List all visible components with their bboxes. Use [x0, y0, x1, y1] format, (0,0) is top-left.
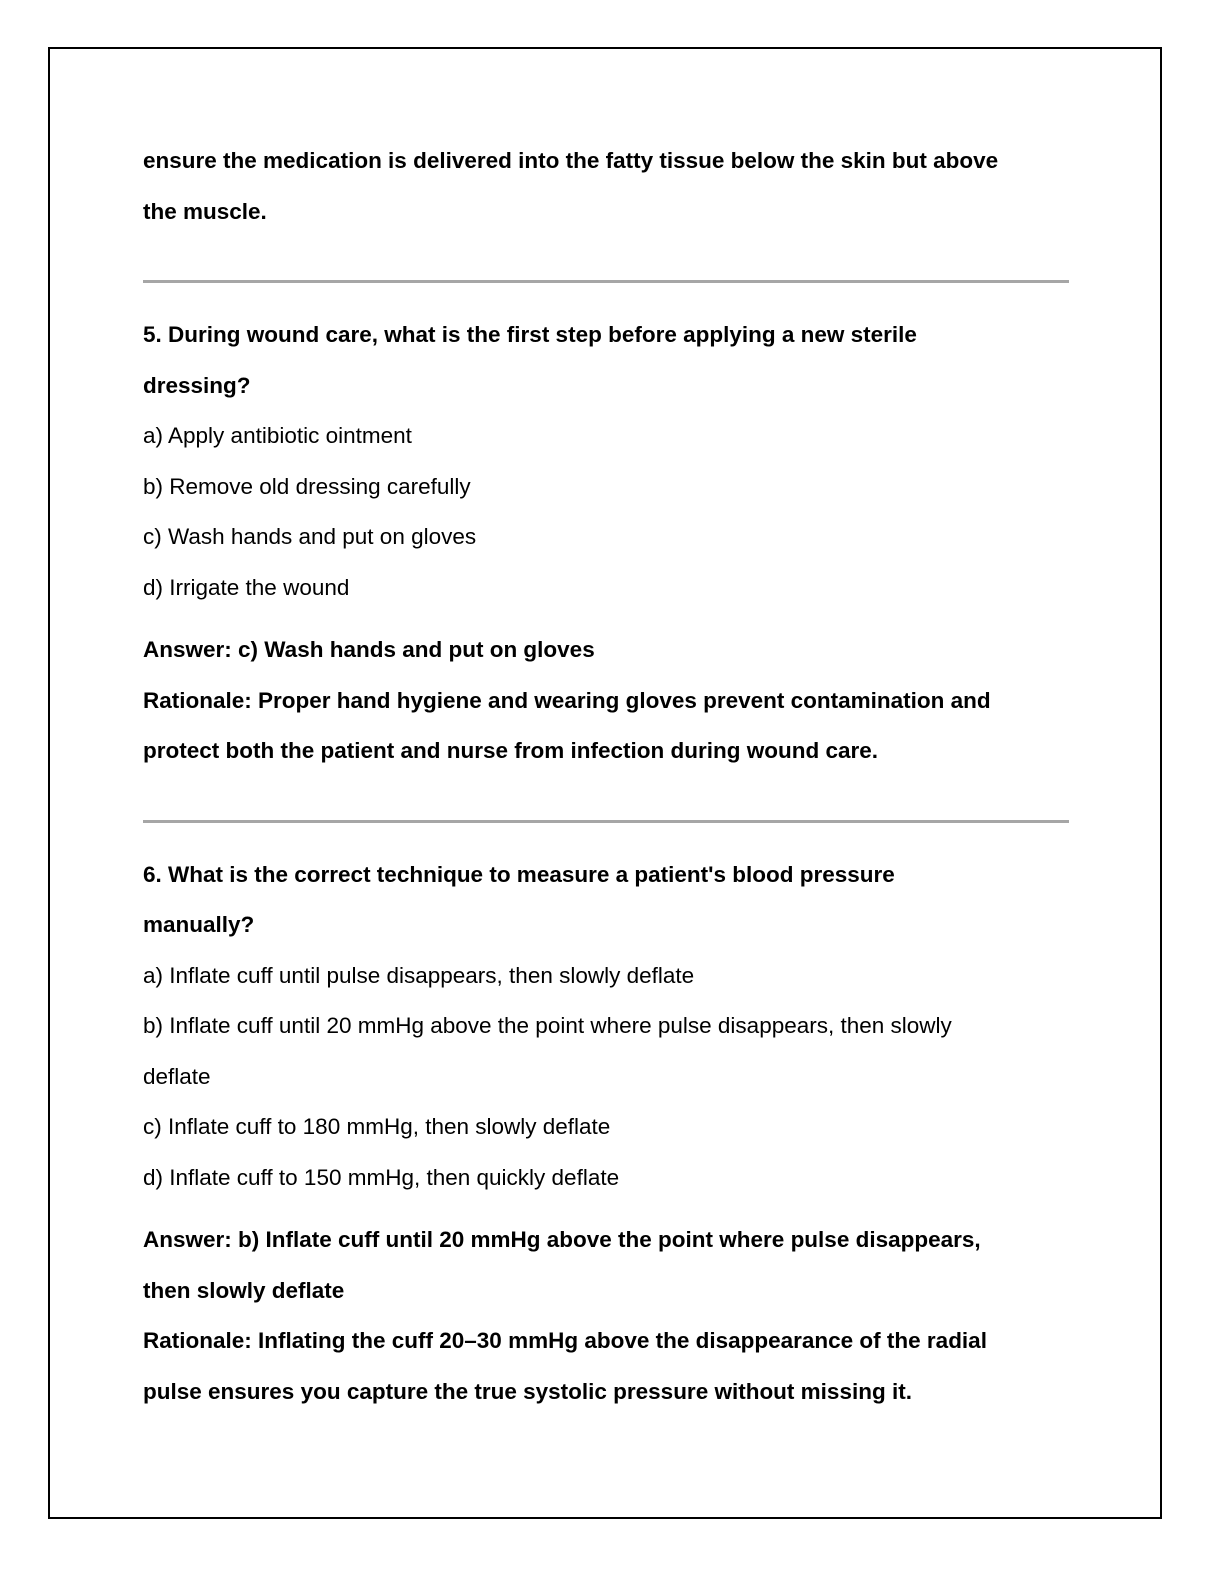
question-6-answer-line-1: Answer: b) Inflate cuff until 20 mmHg above the point where pulse disappears, — [143, 1227, 981, 1252]
question-5-option-c: c) Wash hands and put on gloves — [143, 524, 477, 549]
question-5-rationale-line-1: Rationale: Proper hand hygiene and wearing gloves prevent contamination and — [143, 687, 991, 713]
question-6-text-line-2: manually? — [143, 912, 255, 937]
question-6-option-b-line-1: b) Inflate cuff until 20 mmHg above the point where pulse disappears, then slowly — [143, 1013, 952, 1038]
question-6-text-line-1: 6. What is the correct technique to measure a patient's blood pressure — [143, 861, 895, 887]
question-6-answer-line-2: then slowly deflate — [143, 1277, 345, 1303]
question-6-option-d: d) Inflate cuff to 150 mmHg, then quickly deflate — [143, 1164, 620, 1190]
question-5-text-line-2: dressing? — [143, 372, 251, 398]
question-6-rationale-line-2: pulse ensures you capture the true systolic pressure without missing it. — [143, 1378, 912, 1404]
question-5-option-a: a) Apply antibiotic ointment — [143, 423, 412, 448]
question-5-option-d: d) Irrigate the wound — [143, 574, 350, 600]
question-6-option-a: a) Inflate cuff until pulse disappears, then slowly deflate — [143, 962, 695, 988]
question-5-text-line-1: 5. During wound care, what is the first step before applying a new sterile — [143, 322, 917, 347]
question-6-option-c: c) Inflate cuff to 180 mmHg, then slowly deflate — [143, 1114, 611, 1139]
question-5 — [143, 310, 1083, 777]
document-content — [143, 136, 1083, 1417]
question-5-answer: Answer: c) Wash hands and put on gloves — [143, 637, 595, 662]
question-6-option-b-line-2: deflate — [143, 1063, 211, 1089]
question-5-rationale-line-2: protect both the patient and nurse from infection during wound care. — [143, 738, 879, 763]
intro-line-2: the muscle. — [143, 198, 267, 224]
question-6 — [143, 850, 1083, 1418]
question-5-option-b: b) Remove old dressing carefully — [143, 473, 471, 499]
intro-line-1: ensure the medication is delivered into the fatty tissue below the skin but above — [143, 148, 999, 173]
question-6-rationale-line-1: Rationale: Inflating the cuff 20–30 mmHg above the disappearance of the radial — [143, 1328, 987, 1353]
